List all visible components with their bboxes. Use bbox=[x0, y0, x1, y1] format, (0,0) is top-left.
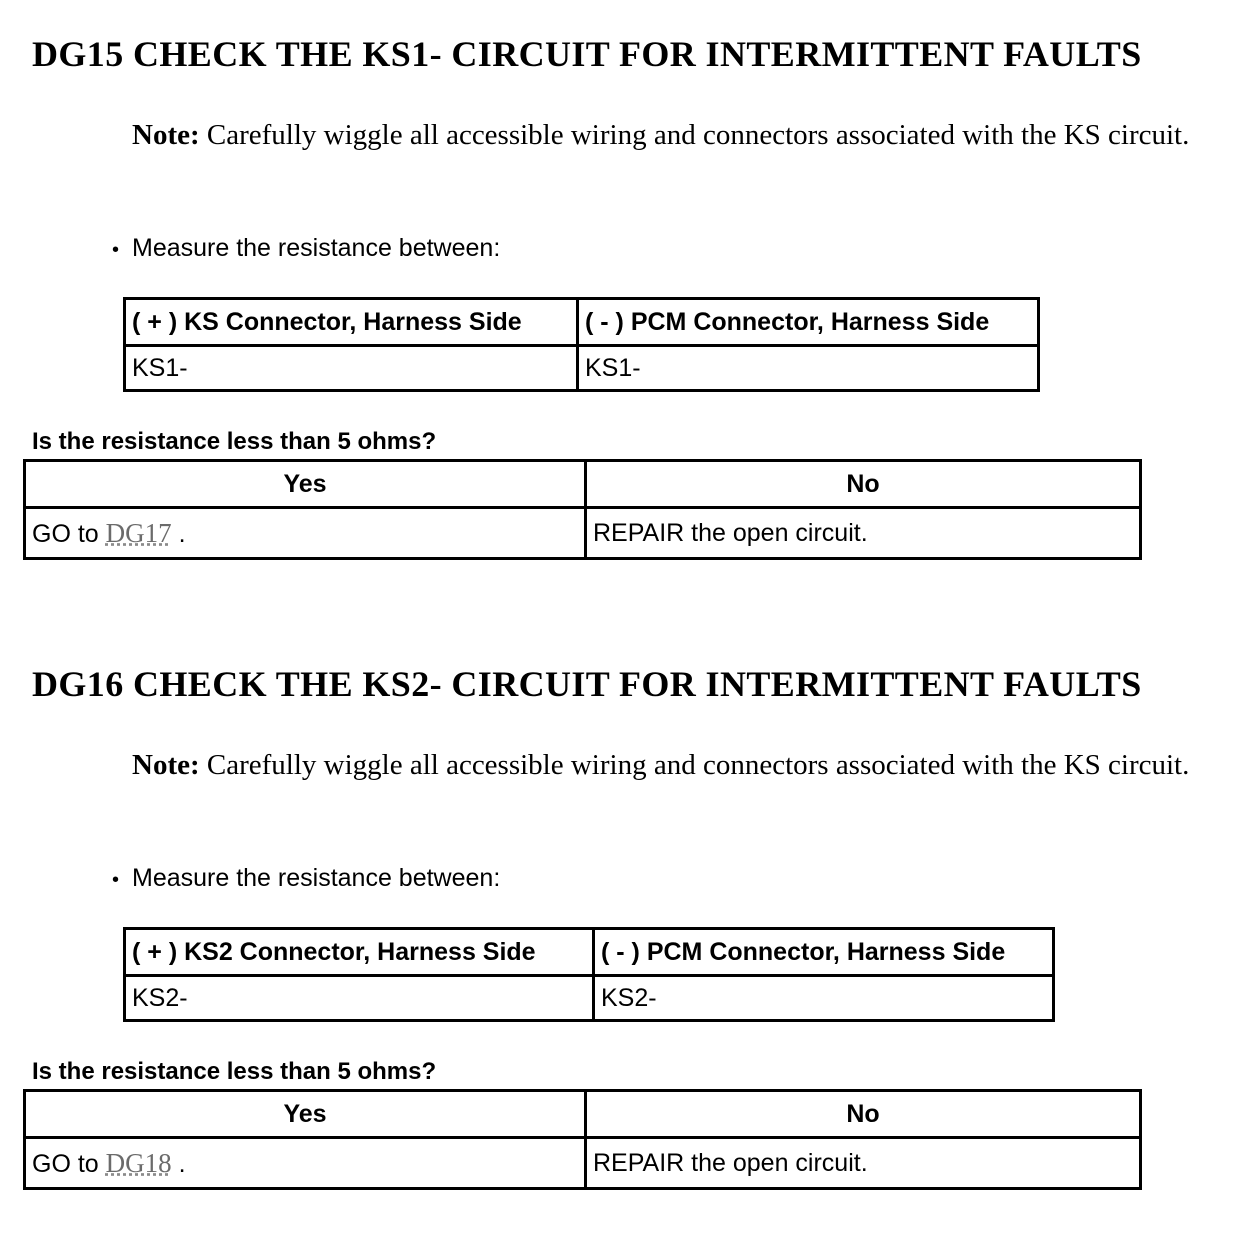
measure-cell-positive: KS2- bbox=[125, 976, 594, 1021]
instruction-text: Measure the resistance between: bbox=[132, 234, 501, 262]
note bbox=[132, 746, 1212, 784]
measure-cell-negative: KS2- bbox=[594, 976, 1054, 1021]
instruction-bullet bbox=[112, 863, 500, 895]
table-row bbox=[25, 508, 1141, 559]
note bbox=[132, 116, 1212, 154]
measure-header-row bbox=[125, 299, 1039, 346]
table-row bbox=[125, 346, 1039, 391]
no-header: No bbox=[586, 1091, 1141, 1138]
note-text: Carefully wiggle all accessible wiring and connectors associated with the KS circuit. bbox=[199, 119, 1190, 151]
yes-suffix: . bbox=[171, 1149, 186, 1178]
yes-suffix: . bbox=[171, 519, 186, 548]
measure-header-negative: ( - ) PCM Connector, Harness Side bbox=[594, 929, 1054, 976]
measure-table bbox=[123, 297, 1040, 392]
dg17-link[interactable]: DG17 bbox=[105, 517, 172, 548]
step-title: DG15 CHECK THE KS1- CIRCUIT FOR INTERMITTENT FAULTS bbox=[32, 34, 1142, 74]
bullet-dot-icon: • bbox=[112, 239, 120, 261]
measure-table bbox=[123, 927, 1055, 1022]
note-label: Note: bbox=[132, 749, 200, 781]
measure-cell-positive: KS1- bbox=[125, 346, 578, 391]
note-text: Carefully wiggle all accessible wiring and connectors associated with the KS circuit. bbox=[199, 749, 1190, 781]
instruction-text: Measure the resistance between: bbox=[132, 864, 501, 892]
no-header: No bbox=[586, 461, 1141, 508]
measure-header-positive: ( + ) KS2 Connector, Harness Side bbox=[125, 929, 594, 976]
decision-header-row bbox=[25, 1091, 1141, 1138]
yes-prefix: GO to bbox=[32, 1149, 106, 1178]
yes-cell bbox=[25, 1138, 586, 1189]
instruction-bullet bbox=[112, 233, 500, 265]
measure-cell-negative: KS1- bbox=[578, 346, 1039, 391]
measure-header-positive: ( + ) KS Connector, Harness Side bbox=[125, 299, 578, 346]
note-label: Note: bbox=[132, 119, 200, 151]
measure-header-negative: ( - ) PCM Connector, Harness Side bbox=[578, 299, 1039, 346]
yes-cell bbox=[25, 508, 586, 559]
measure-header-row bbox=[125, 929, 1054, 976]
question: Is the resistance less than 5 ohms? bbox=[32, 1058, 437, 1085]
yes-prefix: GO to bbox=[32, 519, 106, 548]
decision-table bbox=[23, 1089, 1142, 1190]
yes-header: Yes bbox=[25, 461, 586, 508]
yes-header: Yes bbox=[25, 1091, 586, 1138]
dg18-link[interactable]: DG18 bbox=[105, 1147, 172, 1178]
no-cell: REPAIR the open circuit. bbox=[586, 508, 1141, 559]
decision-header-row bbox=[25, 461, 1141, 508]
question: Is the resistance less than 5 ohms? bbox=[32, 428, 437, 455]
bullet-dot-icon: • bbox=[112, 869, 120, 891]
no-cell: REPAIR the open circuit. bbox=[586, 1138, 1141, 1189]
table-row bbox=[125, 976, 1054, 1021]
step-title: DG16 CHECK THE KS2- CIRCUIT FOR INTERMITTENT FAULTS bbox=[32, 664, 1142, 704]
decision-table bbox=[23, 459, 1142, 560]
table-row bbox=[25, 1138, 1141, 1189]
